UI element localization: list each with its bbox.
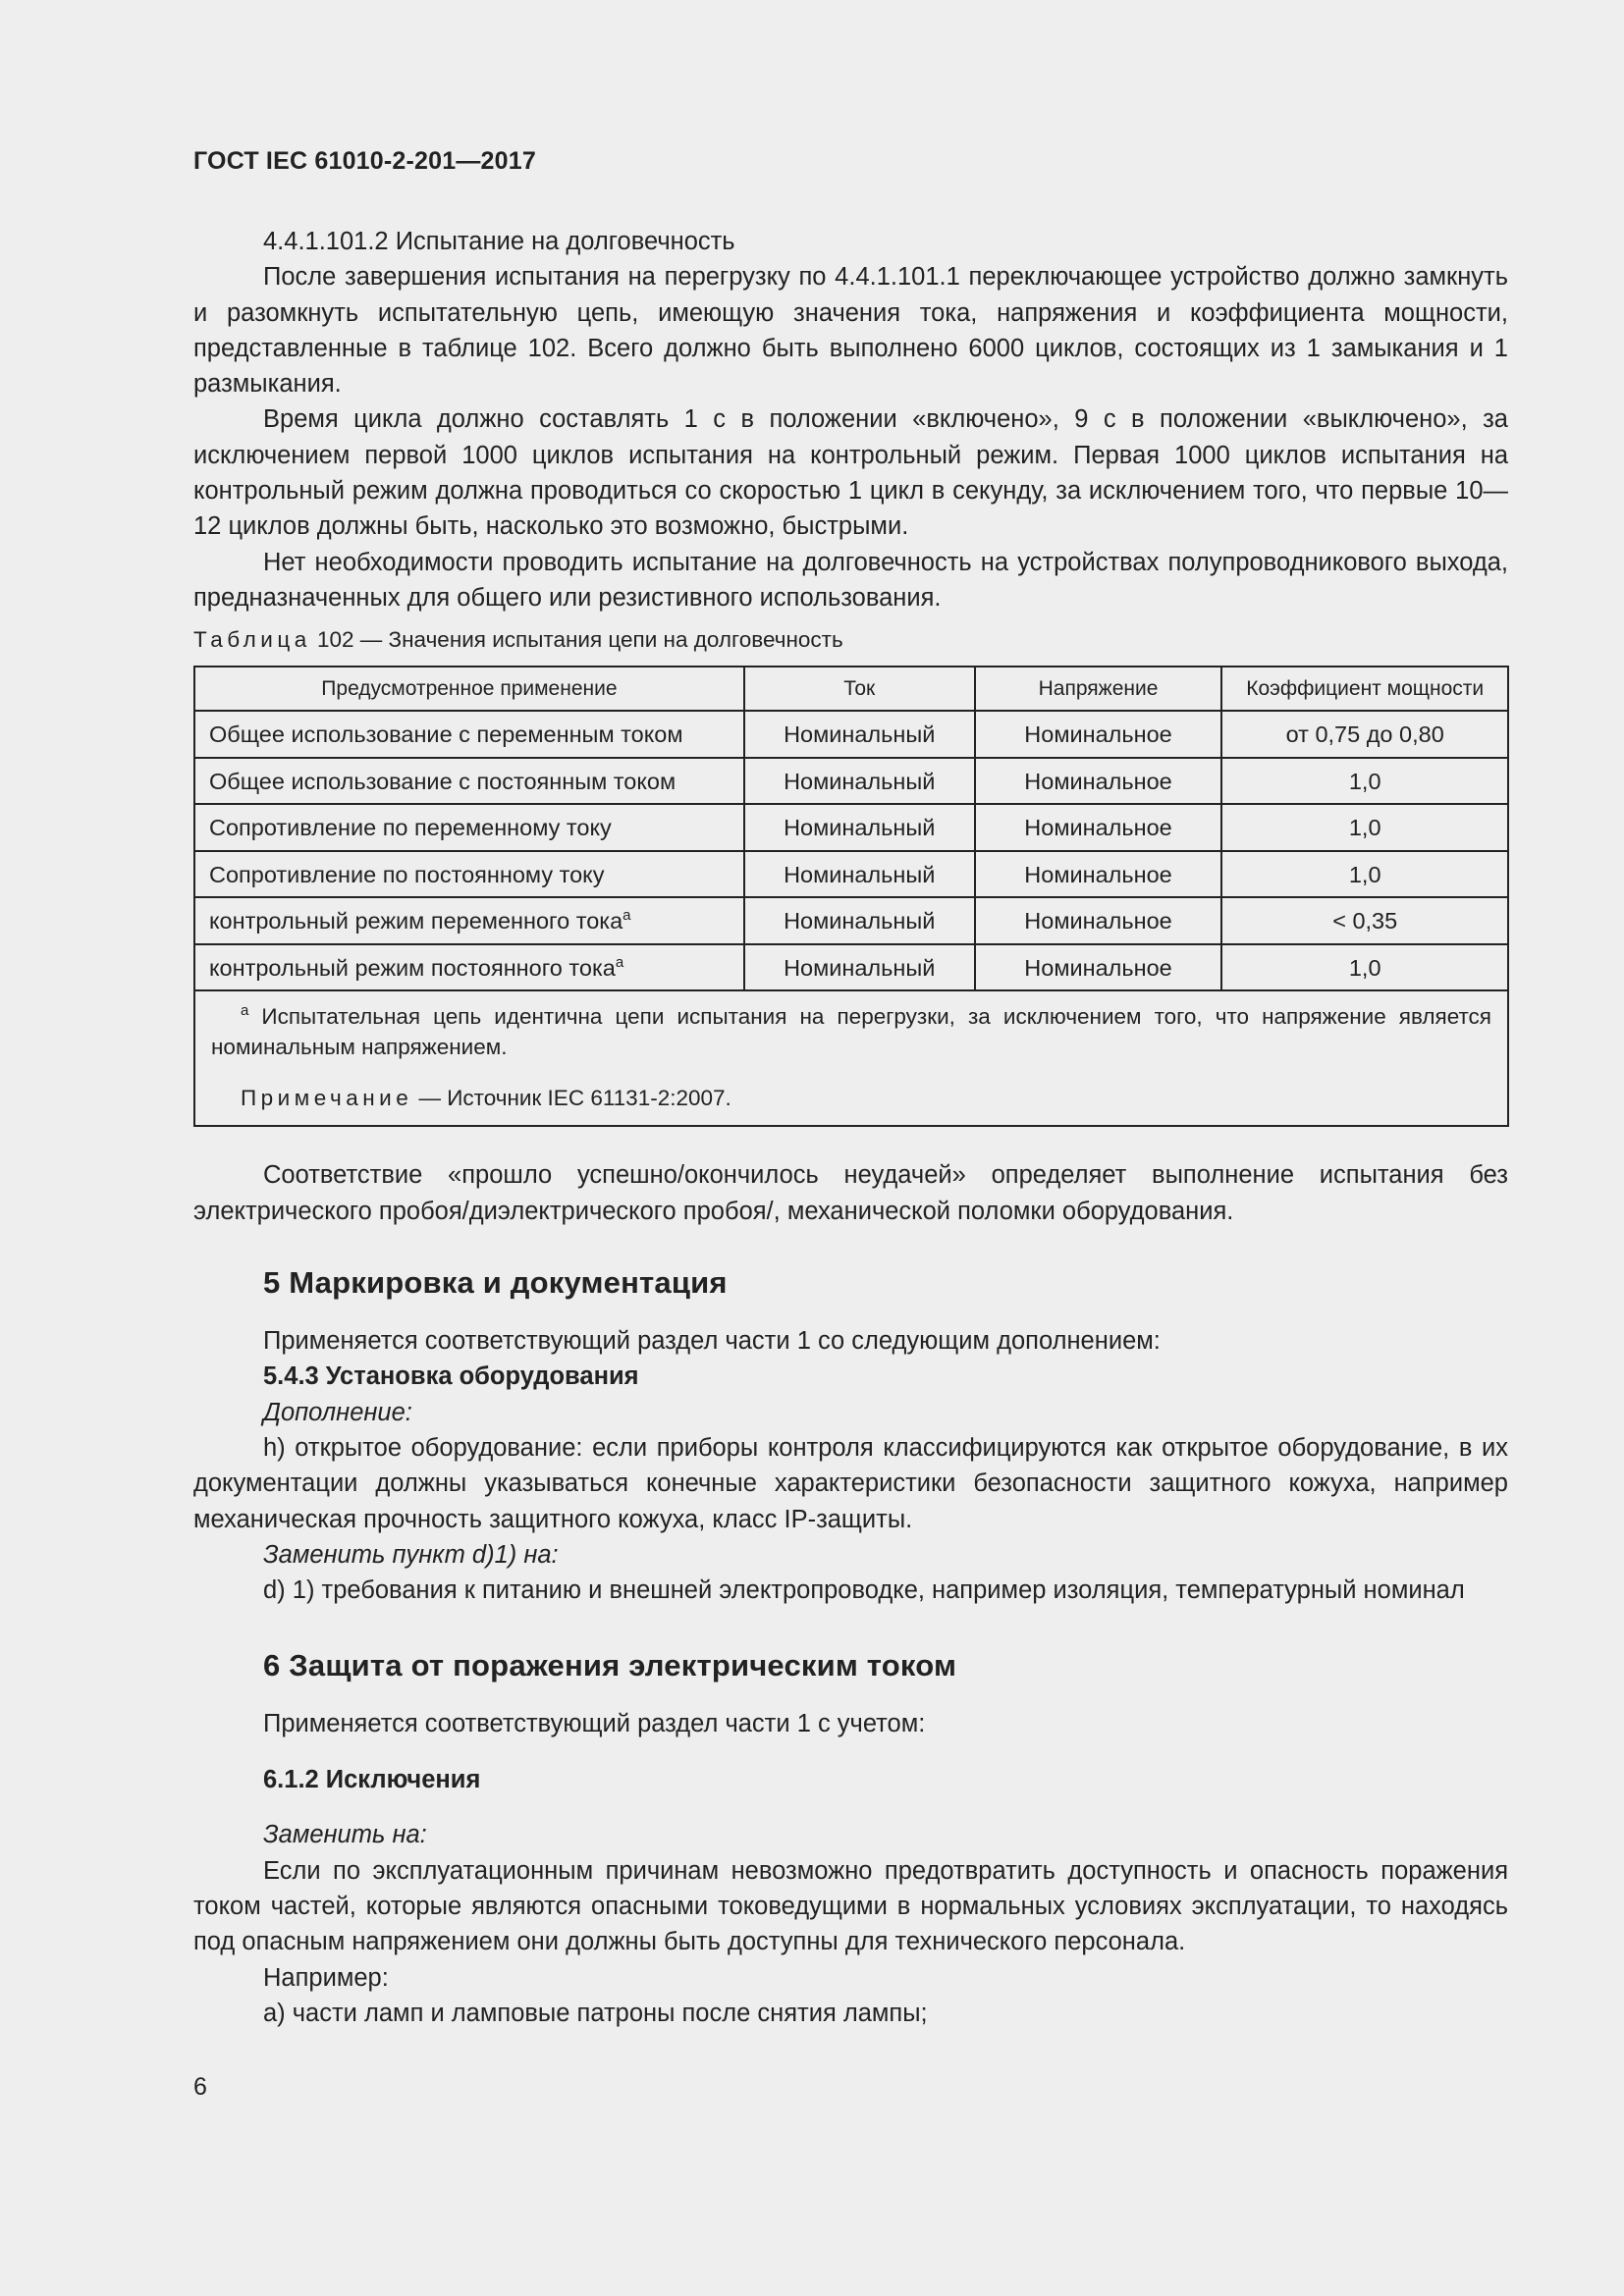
footnote-ref: a	[623, 907, 631, 925]
table-cell: Номинальное	[975, 944, 1222, 991]
page-content	[193, 224, 1508, 2031]
instruction: Дополнение:	[263, 1398, 412, 1426]
paragraph: Например:	[263, 1963, 389, 1992]
table-cell: 1,0	[1221, 851, 1508, 898]
column-header: Коэффициент мощности	[1221, 667, 1508, 711]
paragraph: Соответствие «прошло успешно/окончилось неудачей» определяет выполнение испытания без электрического пробоя/диэлектрического пробоя/, механической поломки оборудования.	[193, 1161, 1508, 1225]
table-cell: 1,0	[1221, 944, 1508, 991]
table-cell: Номинальный	[744, 758, 975, 805]
table-cell	[194, 758, 744, 805]
table-cell: Номинальный	[744, 711, 975, 758]
table-caption-prefix: Таблица	[193, 627, 311, 653]
table-cell: Номинальный	[744, 851, 975, 898]
paragraph: h) открытое оборудование: если приборы контроля классифицируются как открытое оборудование, в их документации должны указываться конечные характеристики безопасности защитного кожуха, например механическая прочность защитного кожуха, класс IP-защиты.	[193, 1434, 1508, 1533]
paragraph: Если по эксплуатационным причинам невозможно предотвратить доступность и опасность поражения током частей, которые являются опасными токоведущими в нормальных условиях эксплуатации, то находясь под опасным напряжением они должны быть доступны для технического персонала.	[193, 1856, 1508, 1956]
table-caption	[193, 625, 1508, 655]
list-item: a) части ламп и ламповые патроны после снятия лампы;	[263, 1999, 928, 2027]
subsection-title: 6.1.2 Исключения	[263, 1766, 481, 1794]
table-row	[194, 758, 1508, 805]
section-title: 5 Маркировка и документация	[263, 1264, 728, 1300]
table-cell: Номинальное	[975, 711, 1222, 758]
page-number: 6	[193, 2073, 207, 2101]
table-footer	[194, 990, 1508, 1126]
cell-text: Сопротивление по переменному току	[209, 815, 612, 841]
note-text: — Источник IEC 61131-2:2007.	[418, 1086, 731, 1111]
table-cell: Номинальное	[975, 758, 1222, 805]
instruction: Заменить пункт d)1) на:	[263, 1540, 559, 1569]
table-cell	[194, 897, 744, 944]
table-cell: 1,0	[1221, 758, 1508, 805]
footnote-ref: a	[615, 953, 624, 971]
table-cell: Номинальное	[975, 897, 1222, 944]
document-header: ГОСТ IEC 61010-2-201—2017	[193, 147, 536, 175]
table-cell: < 0,35	[1221, 897, 1508, 944]
footnote-mark: a	[241, 1002, 249, 1020]
paragraph: d) 1) требования к питанию и внешней электропроводке, например изоляция, температурный номинал	[263, 1576, 1465, 1605]
paragraph: Нет необходимости проводить испытание на долговечность на устройствах полупроводникового выхода, предназначенных для общего или резистивного использования.	[193, 548, 1508, 612]
table-cell	[194, 944, 744, 991]
cell-text: контрольный режим постоянного тока	[209, 954, 616, 981]
table-cell: Номинальный	[744, 804, 975, 851]
table-cell: Номинальный	[744, 897, 975, 944]
table-cell: Номинальное	[975, 804, 1222, 851]
table-row	[194, 711, 1508, 758]
table-note	[211, 1083, 1491, 1113]
cell-text: Общее использование с постоянным током	[209, 768, 677, 794]
table-footer-row	[194, 990, 1508, 1126]
subsection-title: 5.4.3 Установка оборудования	[263, 1362, 639, 1391]
table-cell: Номинальное	[975, 851, 1222, 898]
table-102	[193, 666, 1509, 1127]
section-title: 6 Защита от поражения электрическим током	[263, 1647, 957, 1682]
table-cell	[194, 711, 744, 758]
note-label: Примечание	[241, 1086, 413, 1111]
table-cell	[194, 804, 744, 851]
table-cell: от 0,75 до 0,80	[1221, 711, 1508, 758]
cell-text: контрольный режим переменного тока	[209, 908, 623, 934]
instruction: Заменить на:	[263, 1821, 427, 1849]
cell-text: Сопротивление по постоянному току	[209, 861, 605, 887]
table-cell: 1,0	[1221, 804, 1508, 851]
table-row	[194, 851, 1508, 898]
paragraph: Время цикла должно составлять 1 с в положении «включено», 9 с в положении «выключено», за исключением первой 1000 циклов испытания на контрольный режим. Первая 1000 циклов испытания на контрольный режим должна проводиться со скоростью 1 цикл в секунду, за исключением того, что первые 10—12 циклов должны быть, насколько это возможно, быстрыми.	[193, 405, 1508, 541]
paragraph: После завершения испытания на перегрузку по 4.4.1.101.1 переключающее устройство должно замкнуть и разомкнуть испытательную цепь, имеющую значения тока, напряжения и коэффициента мощности, представленные в таблице 102. Всего должно быть выполнено 6000 циклов, состоящих из 1 замыкания и 1 размыкания.	[193, 263, 1508, 399]
paragraph: Применяется соответствующий раздел части 1 со следующим дополнением:	[263, 1327, 1161, 1356]
cell-text: Общее использование с переменным током	[209, 721, 683, 748]
column-header: Предусмотренное применение	[194, 667, 744, 711]
table-cell	[194, 851, 744, 898]
table-row	[194, 944, 1508, 991]
table-cell: Номинальный	[744, 944, 975, 991]
table-footnote	[211, 1001, 1491, 1062]
footnote-text: Испытательная цепь идентична цепи испытания на перегрузки, за исключением того, что напряжение является номинальным напряжением.	[211, 1004, 1491, 1060]
table-row	[194, 897, 1508, 944]
column-header: Напряжение	[975, 667, 1222, 711]
clause-heading: 4.4.1.101.2 Испытание на долговечность	[263, 228, 735, 255]
paragraph: Применяется соответствующий раздел части 1 с учетом:	[263, 1709, 926, 1737]
column-header: Ток	[744, 667, 975, 711]
table-caption-text: 102 — Значения испытания цепи на долговечность	[317, 627, 843, 653]
table-row	[194, 804, 1508, 851]
table-header-row	[194, 667, 1508, 711]
